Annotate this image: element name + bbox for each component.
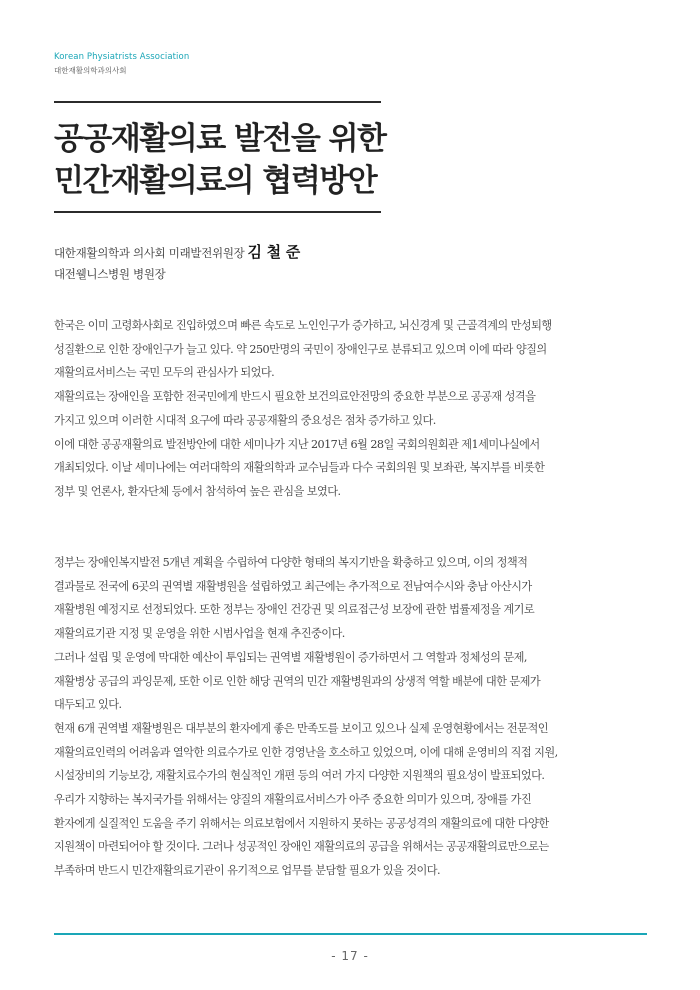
text-line: 가지고 있으며 이러한 시대적 요구에 따라 공공재활의 중요성은 점차 증가하고 있다. [54,413,436,427]
text-line: 재활의료기관 지정 및 운영을 위한 시범사업을 현재 추진중이다. [54,627,345,641]
article-title [54,118,474,202]
author-role: 대한재활의학과 의사회 미래발전위원장 [54,246,245,260]
text-line: 시설장비의 기능보강, 재활치료수가의 현실적인 개편 등의 여러 가지 다양한 지원책의 필요성이 발표되었다. [54,769,545,783]
text-line: 정부 및 언론사, 환자단체 등에서 참석하여 높은 관심을 보였다. [54,484,341,498]
text-line: 현재 6개 권역별 재활병원은 대부분의 환자에게 좋은 만족도를 보이고 있으나 실제 운영현황에서는 전문적인 [54,721,548,735]
org-name-korean: 대한재활의학과의사회 [54,66,127,75]
text-line: 재활의료인력의 어려움과 열악한 의료수가로 인한 경영난을 호소하고 있었으며, 이에 대해 운영비의 직접 지원, [54,745,558,759]
text-line: 지원책이 마련되어야 할 것이다. 그러나 성공적인 장애인 재활의료의 공급을 위해서는 공공재활의료만으로는 [54,840,549,854]
author-line [54,241,300,262]
text-line: 재활병상 공급의 과잉문제, 또한 이로 인한 해당 권역의 민간 재활병원과의 상생적 역할 배분에 대한 문제가 [54,674,541,688]
text-line: 이에 대한 공공재활의료 발전방안에 대한 세미나가 지난 2017년 6월 28일 국회의원회관 제1세미나실에서 [54,437,540,451]
footer-rule [54,933,647,935]
section-1 [54,314,654,504]
section-2 [54,551,654,883]
text-line: 재활의료서비스는 국민 모두의 관심사가 되었다. [54,366,275,380]
text-line: 우리가 지향하는 복지국가를 위해서는 양질의 재활의료서비스가 아주 중요한 의미가 있으며, 장애를 가진 [54,793,532,807]
text-line: 결과물로 전국에 6곳의 권역별 재활병원을 설립하였고 최근에는 추가적으로 전남여수시와 충남 아산시가 [54,579,532,593]
text-line: 개최되었다. 이날 세미나에는 여러대학의 재활의학과 교수님들과 다수 국회의원 및 보좌관, 복지부를 비롯한 [54,461,545,475]
text-line: 그러나 설립 및 운영에 막대한 예산이 투입되는 권역별 재활병원이 증가하면서 그 역할과 정체성의 문제, [54,650,527,664]
text-line: 부족하며 반드시 민간재활의료기관이 유기적으로 업무를 분담할 필요가 있을 것이다. [54,864,441,878]
paragraph-gap [54,527,654,551]
title-bottom-rule [54,211,381,213]
org-header [54,52,189,76]
text-line: 대두되고 있다. [54,698,122,712]
page-number: - 17 - [331,949,369,963]
title-top-rule [54,101,381,103]
text-line: 성질환으로 인한 장애인구가 늘고 있다. 약 250만명의 국민이 장애인구로 분류되고 있으며 이에 따라 양질의 [54,342,547,356]
text-line: 재활의료는 장애인을 포함한 전국민에게 반드시 필요한 보건의료안전망의 중요한 부분으로 공공재 성격을 [54,390,536,404]
text-line: 한국은 이미 고령화사회로 진입하였으며 빠른 속도로 노인인구가 증가하고, 뇌신경계 및 근골격계의 만성퇴행 [54,319,552,332]
author-affiliation: 대전웰니스병원 병원장 [54,267,166,281]
title-line-2: 민간재활의료의 협력방안 [54,163,377,199]
text-line: 재활병원 예정지로 선정되었다. 또한 정부는 장애인 건강권 및 의료접근성 보장에 관한 법률제정을 계기로 [54,603,535,617]
text-line: 환자에게 실질적인 도움을 주기 위해서는 의료보험에서 지원하지 못하는 공공성격의 재활의료에 대한 다양한 [54,816,549,830]
title-line-1: 공공재활의료 발전을 위한 [54,121,386,157]
org-name-english: Korean Physiatrists Association [54,52,190,62]
paragraph-gap [54,504,654,528]
text-line: 정부는 장애인복지발전 5개년 계획을 수립하여 다양한 형태의 복지기반을 확충하고 있으며, 이의 정책적 [54,556,528,569]
author-name: 김 철 준 [247,243,300,261]
article-body [54,314,654,883]
